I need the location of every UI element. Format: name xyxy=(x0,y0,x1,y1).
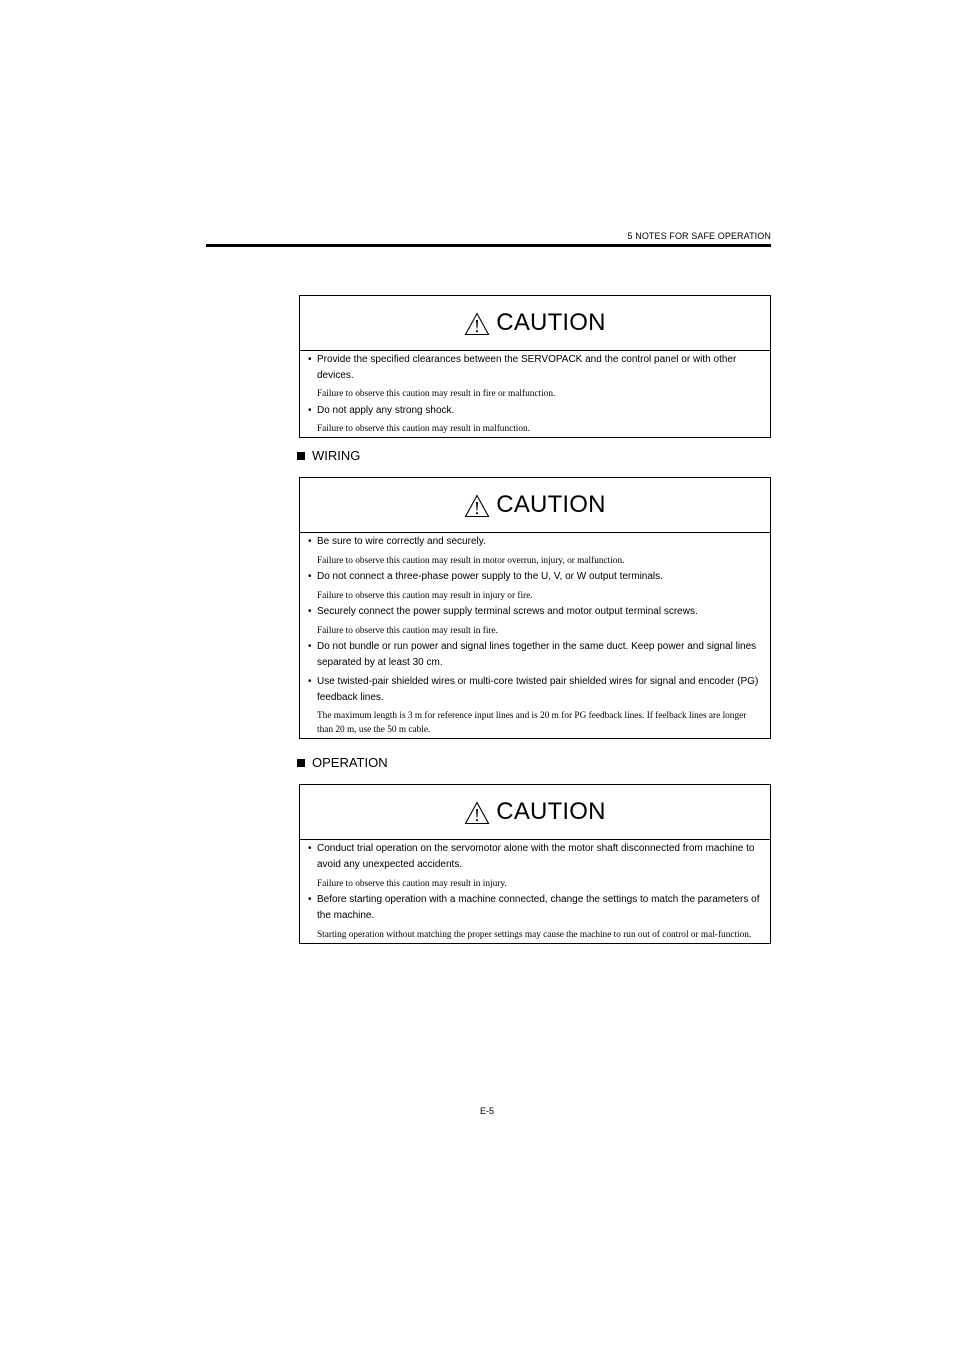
bullet: • xyxy=(308,676,312,687)
section-heading-operation xyxy=(297,755,388,770)
caution-item xyxy=(308,841,762,873)
caution-item-text: Be sure to wire correctly and securely. xyxy=(317,536,486,547)
caution-item xyxy=(308,569,762,585)
caution-item-note: Failure to observe this caution may result in motor overrun, injury, or malfunction. xyxy=(317,556,625,566)
bullet: • xyxy=(308,606,312,617)
caution-item-note: Failure to observe this caution may result in injury or fire. xyxy=(317,591,533,601)
caution-item xyxy=(308,639,762,671)
caution-item-text: Before starting operation with a machine connected, change the settings to match the parameters of the machine. xyxy=(317,894,760,921)
caution-item xyxy=(308,352,762,384)
caution-item-note: The maximum length is 3 m for reference input lines and is 20 m for PG feedback lines. If feelback lines are longer than 20 m, use the 50 m cable. xyxy=(317,711,747,735)
caution-title: CAUTION xyxy=(496,309,606,336)
warning-triangle-icon xyxy=(464,494,490,518)
caution-item xyxy=(308,674,762,706)
caution-item-note: Failure to observe this caution may result in malfunction. xyxy=(317,424,531,434)
caution-item xyxy=(308,892,762,924)
bullet: • xyxy=(308,894,312,905)
caution-box-installation xyxy=(299,295,771,438)
caution-body xyxy=(300,840,770,943)
bullet: • xyxy=(308,536,312,547)
caution-item-note: Failure to observe this caution may result in fire or malfunction. xyxy=(317,389,556,399)
bullet: • xyxy=(308,354,312,365)
warning-triangle-icon xyxy=(464,312,490,336)
caution-box-wiring xyxy=(299,477,771,739)
warning-triangle-icon xyxy=(464,801,490,825)
caution-title: CAUTION xyxy=(496,491,606,518)
bullet: • xyxy=(308,405,312,416)
section-heading-wiring xyxy=(297,448,360,463)
caution-header xyxy=(300,296,770,351)
caution-header xyxy=(300,478,770,533)
caution-item xyxy=(308,403,762,419)
caution-item xyxy=(308,534,762,550)
caution-item-note: Failure to observe this caution may result in injury. xyxy=(317,879,507,889)
caution-item-note: Starting operation without matching the proper settings may cause the machine to run out of control or mal-function. xyxy=(317,930,752,940)
caution-box-operation xyxy=(299,784,771,944)
bullet: • xyxy=(308,641,312,652)
caution-item-text: Conduct trial operation on the servomotor alone with the motor shaft disconnected from machine to avoid any unexpected accidents. xyxy=(317,843,755,870)
running-head: 5 NOTES FOR SAFE OPERATION xyxy=(627,231,771,241)
caution-item xyxy=(308,604,762,620)
bullet: • xyxy=(308,571,312,582)
caution-item-text: Do not bundle or run power and signal lines together in the same duct. Keep power and signal lines separated by at least 30 cm. xyxy=(317,641,757,668)
filled-square-icon xyxy=(297,452,305,460)
caution-item-text: Do not connect a three-phase power supply to the U, V, or W output terminals. xyxy=(317,571,663,582)
caution-body xyxy=(300,351,770,437)
bullet: • xyxy=(308,843,312,854)
filled-square-icon xyxy=(297,759,305,767)
caution-item-text: Provide the specified clearances between the SERVOPACK and the control panel or with other devices. xyxy=(317,354,737,381)
caution-item-text: Use twisted-pair shielded wires or multi-core twisted pair shielded wires for signal and encoder (PG) feedback lines. xyxy=(317,676,759,703)
page-number: E-5 xyxy=(479,1106,494,1116)
caution-item-note: Failure to observe this caution may result in fire. xyxy=(317,626,498,636)
caution-title: CAUTION xyxy=(496,798,606,825)
caution-body xyxy=(300,533,770,738)
caution-item-text: Securely connect the power supply terminal screws and motor output terminal screws. xyxy=(317,606,698,617)
header-rule xyxy=(206,244,771,247)
section-heading-label: OPERATION xyxy=(312,755,388,770)
caution-item-text: Do not apply any strong shock. xyxy=(317,405,455,416)
section-heading-label: WIRING xyxy=(312,448,361,463)
caution-header xyxy=(300,785,770,840)
